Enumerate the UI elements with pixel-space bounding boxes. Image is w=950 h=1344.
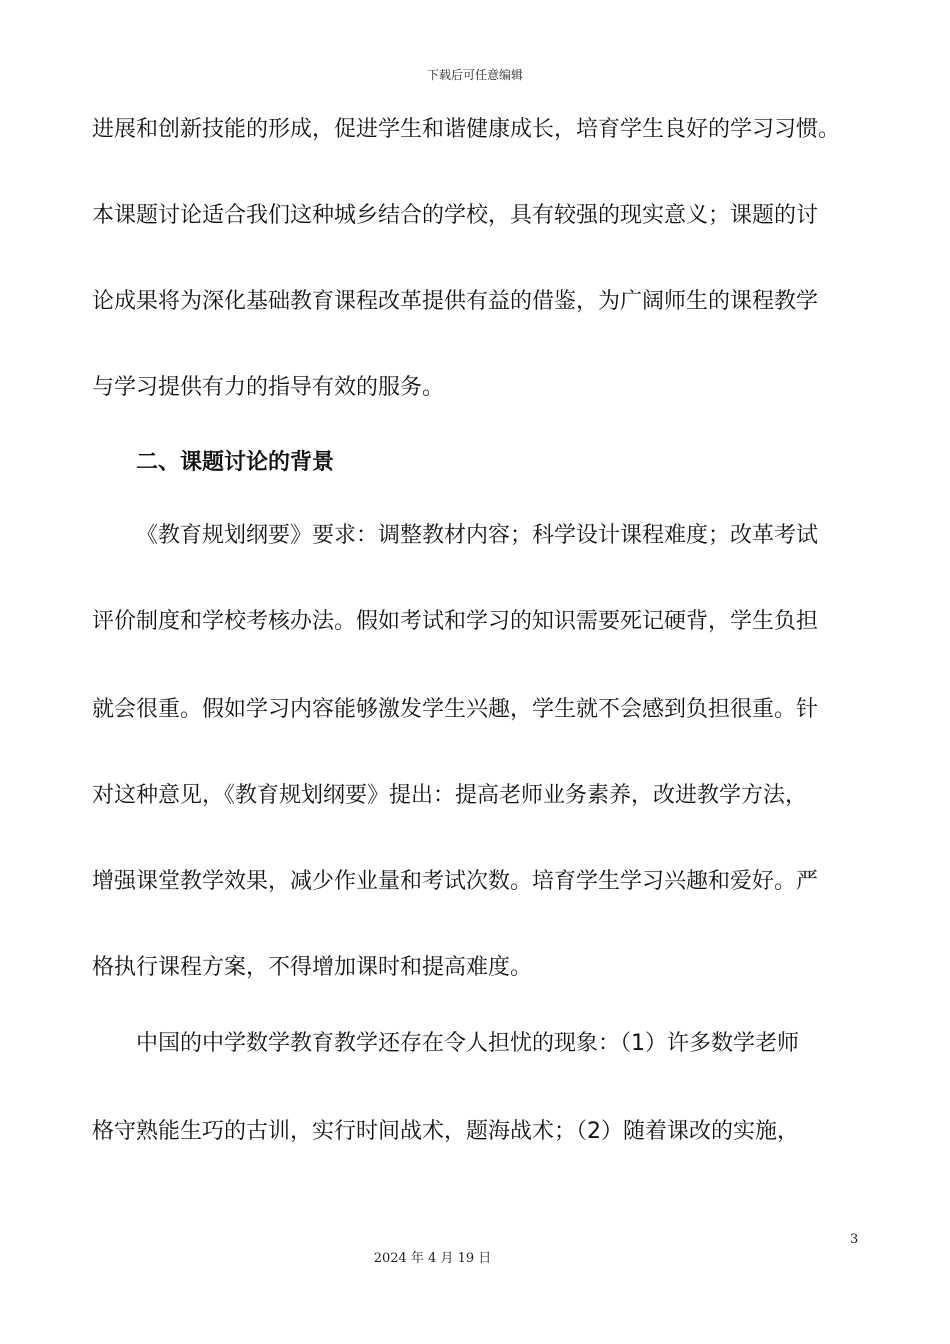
body-line-8: 就会很重。假如学习内容能够激发学生兴趣，学生就不会感到负担很重。针	[92, 697, 819, 722]
body-line-6: 《教育规划纲要》要求：调整教材内容；科学设计课程难度；改革考试	[136, 523, 819, 548]
section-heading: 二、课题讨论的背景	[136, 450, 335, 475]
body-line-7: 评价制度和学校考核办法。假如考试和学习的知识需要死记硬背，学生负担	[92, 609, 819, 634]
body-line-1: 进展和创新技能的形成，促进学生和谐健康成长，培育学生良好的学习习惯。	[92, 117, 841, 142]
header-note: 下载后可任意编辑	[426, 68, 523, 82]
page-number: 3	[850, 1232, 859, 1247]
body-line-9: 对这种意见，《教育规划纲要》提出：提高老师业务素养，改进教学方法，	[92, 783, 808, 808]
body-line-13: 格守熟能生巧的古训，实行时间战术，题海战术；（2）随着课改的实施，	[92, 1119, 799, 1144]
body-line-3: 论成果将为深化基础教育课程改革提供有益的借鉴，为广阔师生的课程教学	[92, 289, 819, 314]
body-line-12: 中国的中学数学教育教学还存在令人担忧的现象：（1）许多数学老师	[136, 1031, 799, 1056]
body-line-10: 增强课堂教学效果，减少作业量和考试次数。培育学生学习兴趣和爱好。严	[92, 869, 819, 894]
body-line-11: 格执行课程方案，不得增加课时和提高难度。	[92, 955, 533, 980]
footer-date: 2024 年 4 月 19 日	[373, 1251, 492, 1266]
body-line-2: 本课题讨论适合我们这种城乡结合的学校，具有较强的现实意义；课题的讨	[92, 203, 819, 228]
body-line-4: 与学习提供有力的指导有效的服务。	[92, 375, 445, 400]
